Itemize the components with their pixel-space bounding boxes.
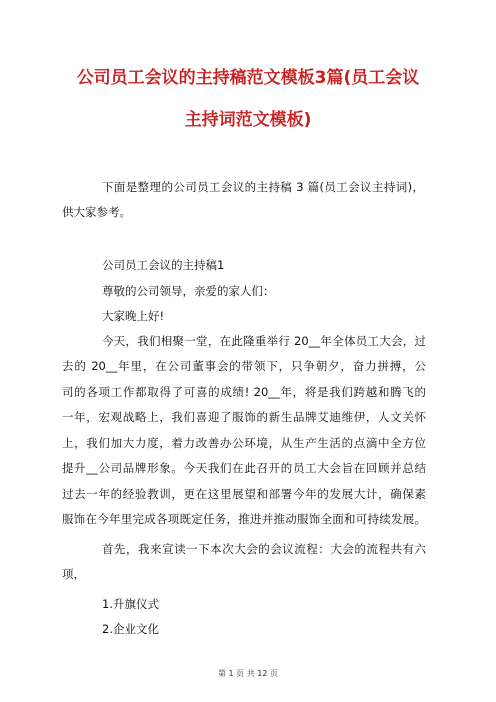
section-heading: 公司员工会议的主持稿1 [102, 258, 225, 272]
paragraph1-line-2: 去的 20__年里，在公司董事会的带领下，只争朝夕，奋力拼搏，公 [62, 359, 426, 373]
list-item: 1.升旗仪式 [102, 597, 159, 611]
paragraph1-line-4: 一年，宏观战略上，我们喜迎了服饰的新生品牌艾迪维伊，人文关怀 [62, 410, 426, 424]
page-number-footer: 第 1 页 共 12 页 [218, 669, 278, 678]
list-item: 2.企业文化 [102, 622, 159, 636]
evening-greeting: 大家晚上好! [102, 309, 165, 323]
document-title-line-1: 公司员工会议的主持稿范文模板3篇(员工会议 [76, 68, 420, 88]
paragraph1-line-5: 上，我们加大力度，着力改善办公环境，从生产生活的点滴中全方位 [62, 436, 426, 450]
paragraph2-line-2: 项， [62, 567, 85, 581]
paragraph1-line-7: 过去一年的经验教训，更在这里展望和部署今年的发展大计，确保素 [62, 487, 426, 501]
paragraph1-line-1: 今天，我们相聚一堂，在此隆重举行 20__年全体员工大会，过 [102, 334, 426, 348]
document-title-line-2: 主持词范文模板) [184, 110, 312, 130]
paragraph1-line-6: 提升__公司品牌形象。今天我们在此召开的员工大会旨在回顾并总结 [62, 461, 426, 475]
paragraph1-line-8: 服饰在今年里完成各项既定任务，推进并推动服饰全面和可持续发展。 [62, 512, 426, 526]
intro-line-1: 下面是整理的公司员工会议的主持稿 3 篇(员工会议主持词)， [102, 180, 424, 194]
paragraph1-line-3: 司的各项工作都取得了可喜的成绩! 20__年，将是我们跨越和腾飞的 [62, 385, 426, 399]
paragraph2-line-1: 首先，我来宣读一下本次大会的会议流程：大会的流程共有六 [102, 542, 426, 556]
greeting-line: 尊敬的公司领导，亲爱的家人们： [102, 284, 275, 298]
intro-line-2: 供大家参考。 [62, 205, 131, 219]
